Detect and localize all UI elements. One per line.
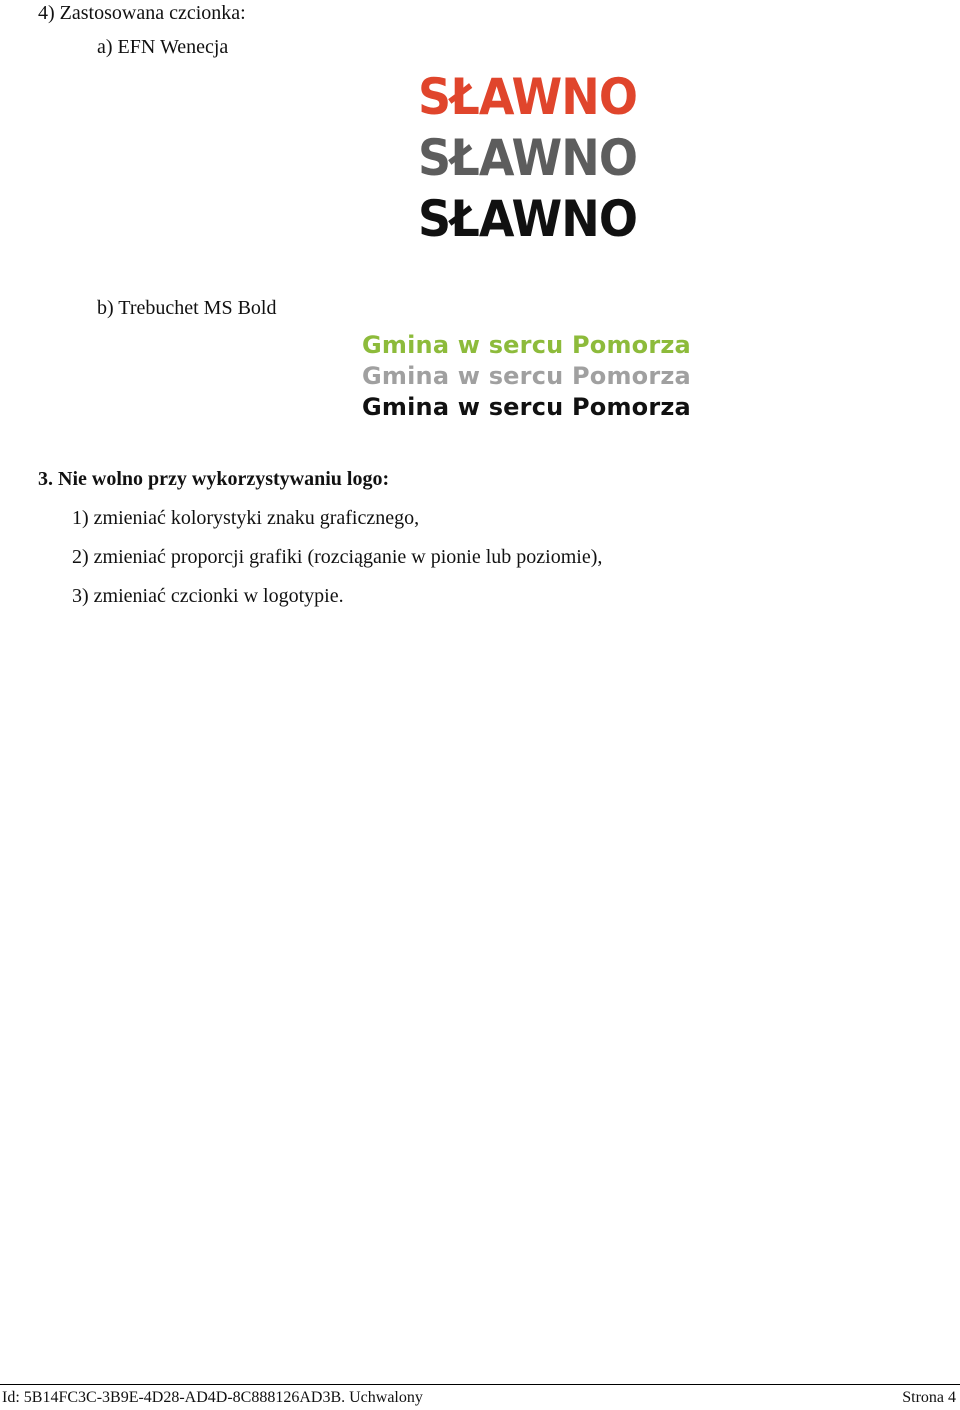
section-4-heading: 4) Zastosowana czcionka: (38, 2, 246, 24)
font-item-a: a) EFN Wenecja (97, 36, 229, 58)
footer-divider (0, 1384, 960, 1385)
logo-slawno-black: SŁAWNO (418, 190, 638, 248)
logo-slawno-red: SŁAWNO (418, 68, 638, 126)
rule-3: 3) zmieniać czcionki w logotypie. (72, 585, 344, 607)
tagline-black: Gmina w sercu Pomorza (362, 393, 691, 421)
footer-id: Id: 5B14FC3C-3B9E-4D28-AD4D-8C888126AD3B. Uchwalony (2, 1389, 423, 1406)
footer-page-number: Strona 4 (902, 1389, 956, 1406)
tagline-green: Gmina w sercu Pomorza (362, 331, 691, 359)
section-3-heading: 3. Nie wolno przy wykorzystywaniu logo: (38, 468, 390, 490)
tagline-gray: Gmina w sercu Pomorza (362, 362, 691, 390)
font-item-b: b) Trebuchet MS Bold (97, 297, 277, 319)
rule-2: 2) zmieniać proporcji grafiki (rozciąganie w pionie lub poziomie), (72, 546, 603, 568)
logo-slawno-gray: SŁAWNO (418, 129, 638, 187)
rule-1: 1) zmieniać kolorystyki znaku graficznego, (72, 507, 420, 529)
